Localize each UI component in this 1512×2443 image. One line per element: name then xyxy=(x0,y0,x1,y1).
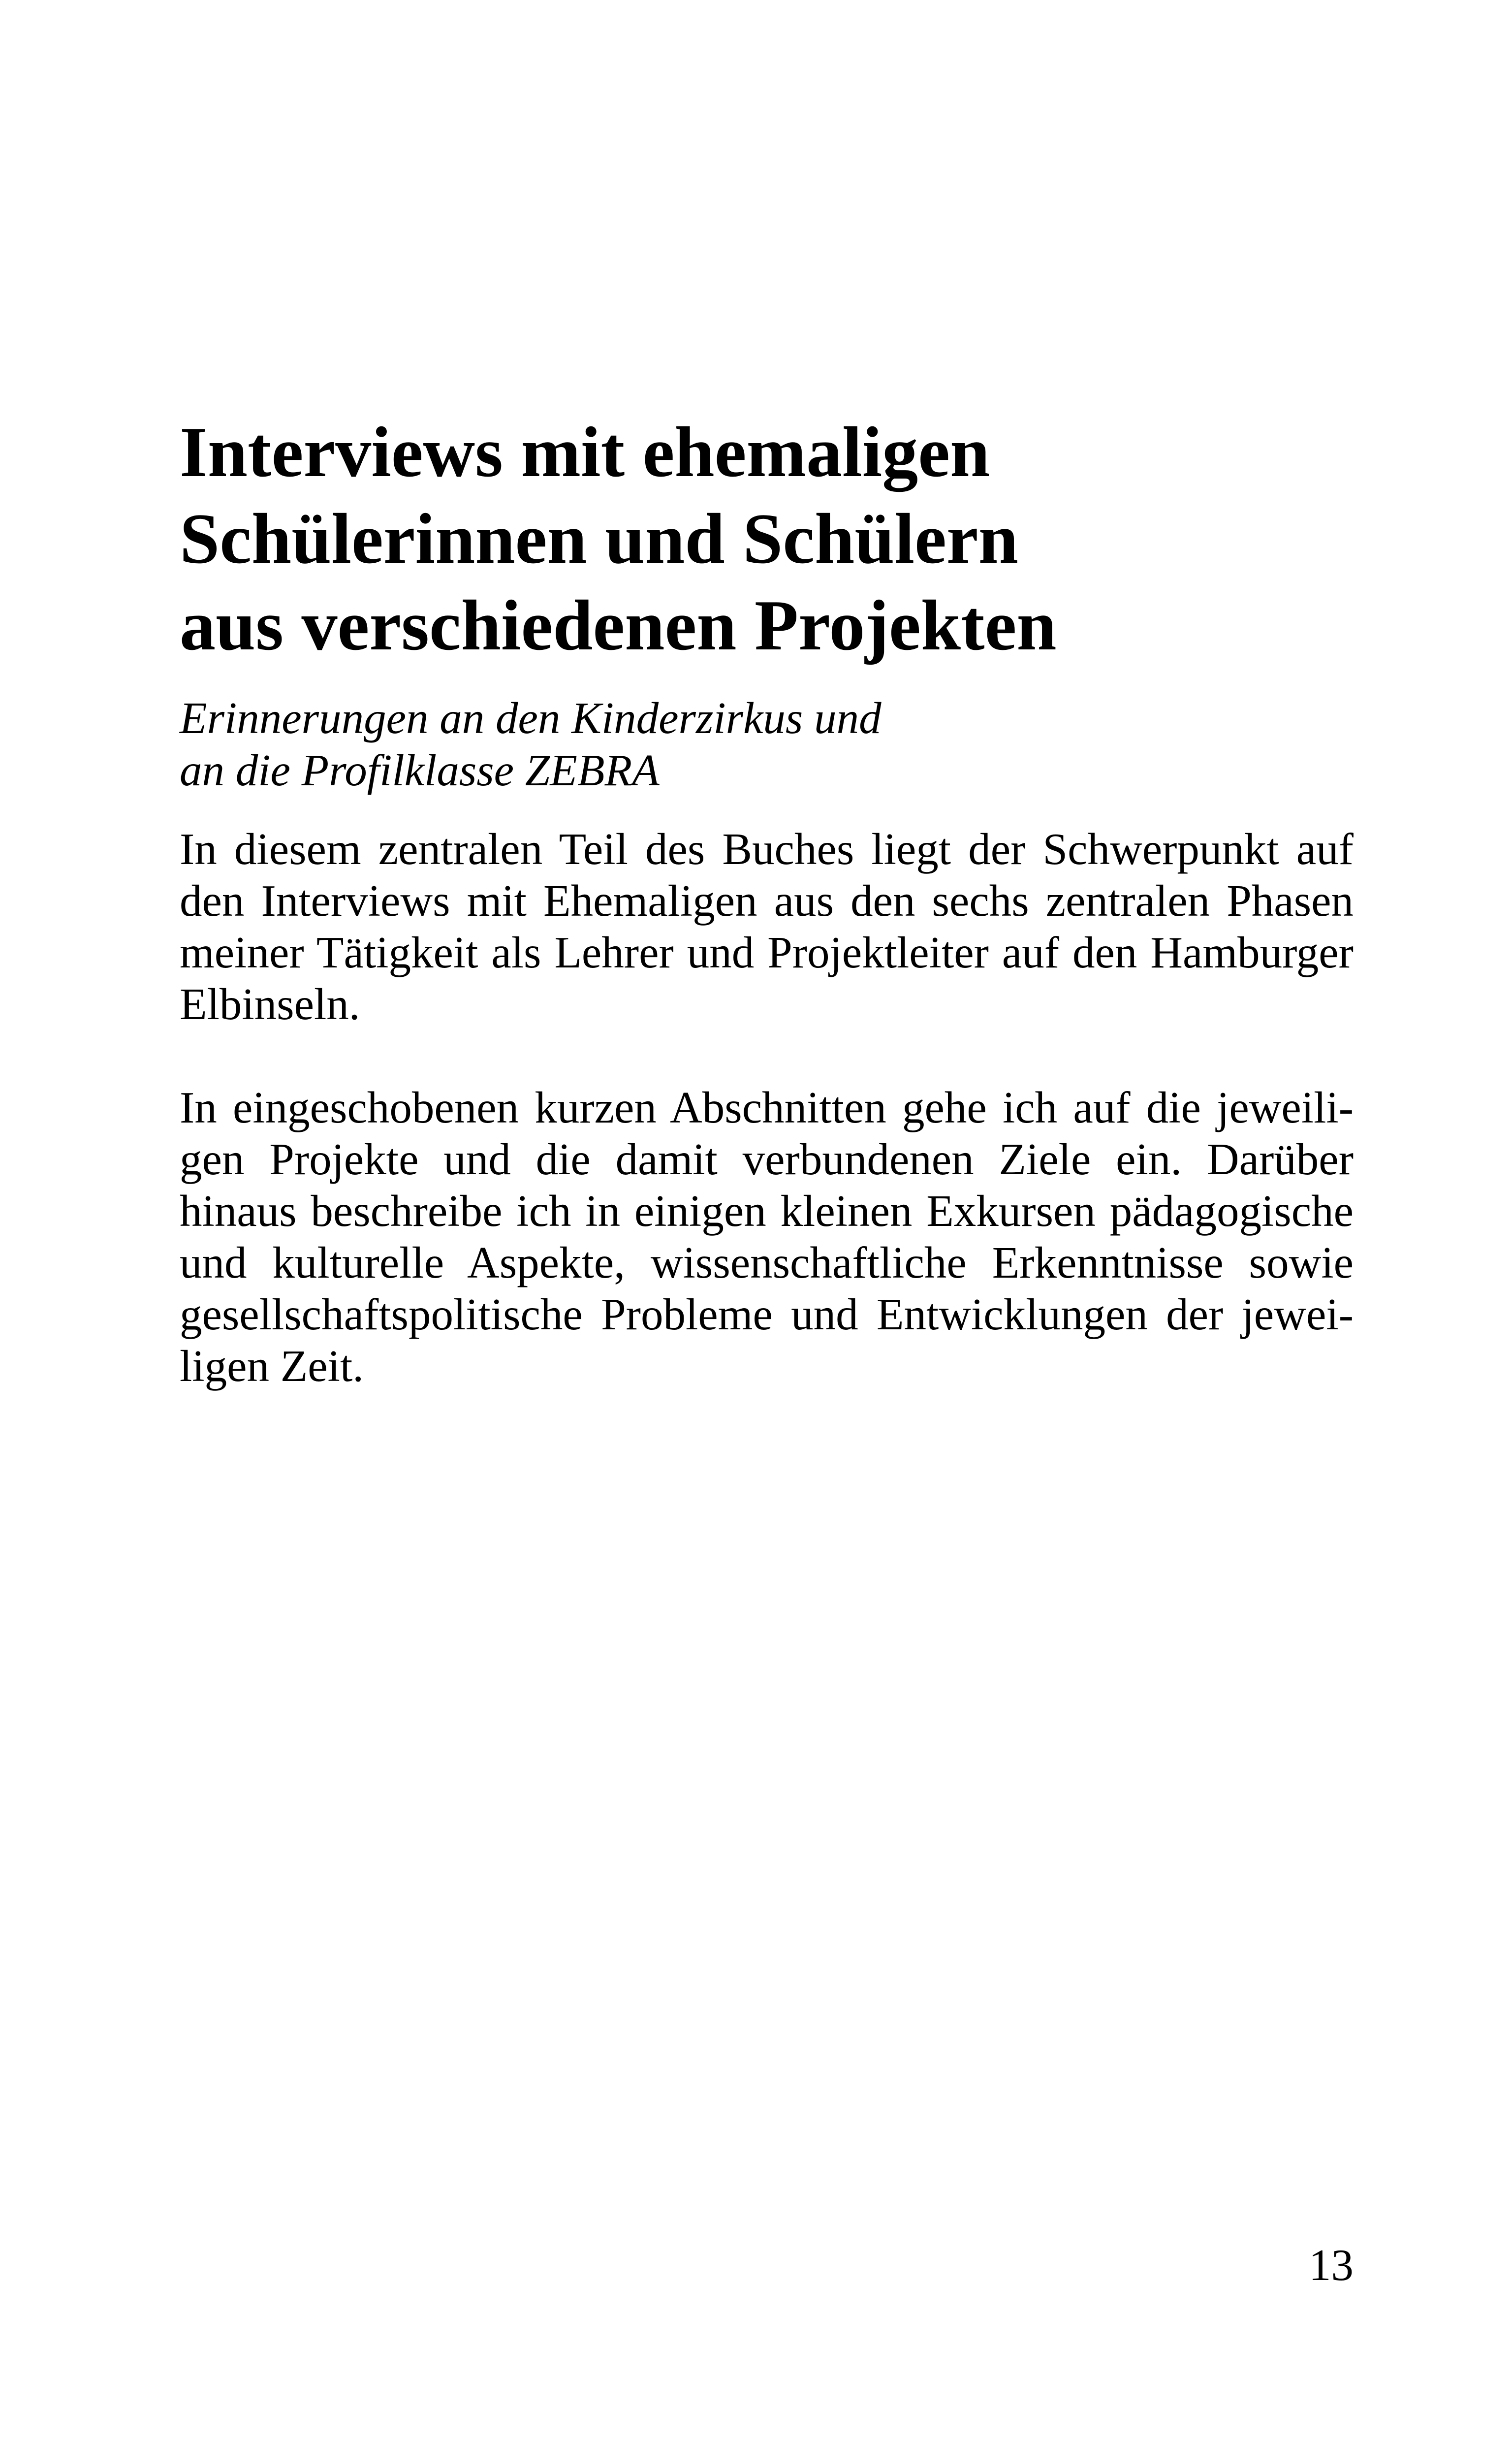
chapter-subtitle xyxy=(180,692,1354,797)
page-content xyxy=(180,409,1354,1392)
chapter-title xyxy=(180,409,1354,669)
chapter-title-line-3: aus verschiedenen Projekten xyxy=(180,585,1057,665)
chapter-title-line-2: Schülerinnen und Schülern xyxy=(180,499,1018,579)
chapter-subtitle-line-2: an die Profilklasse ZEBRA xyxy=(180,745,660,795)
body-paragraph-2: In eingeschobenen kurzen Abschnitten gehe ich auf die jeweiligen Projekte und die damit verbundenen Ziele ein. Darüber hinaus beschreibe ich in einigen kleinen Exkursen pädagogische und kulturelle Aspekte, wissenschaftliche Erkenntnisse sowie gesellschaftspolitische Probleme und Entwicklungen der jeweiligen Zeit. xyxy=(180,1083,1354,1391)
chapter-title-line-1: Interviews mit ehemaligen xyxy=(180,412,990,492)
page-number: 13 xyxy=(1309,2240,1354,2290)
chapter-subtitle-line-1: Erinnerungen an den Kinderzirkus und xyxy=(180,693,882,743)
body-paragraph-1: In diesem zentralen Teil des Buches liegt der Schwerpunkt auf den Interviews mit Ehemaligen aus den sechs zentralen Phasen meiner Tätigkeit als Lehrer und Projektleiter auf den Hamburger Elbinseln. xyxy=(180,824,1354,1029)
